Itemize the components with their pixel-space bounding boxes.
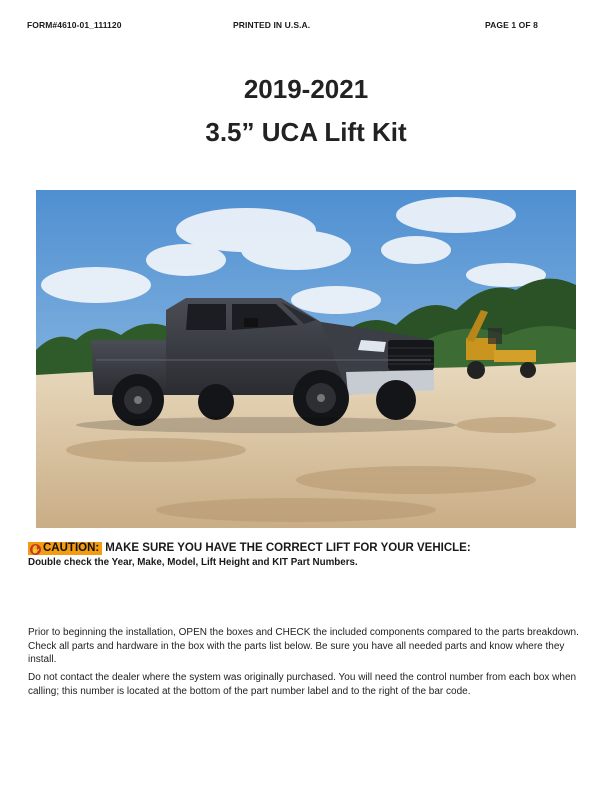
caution-badge xyxy=(28,542,102,555)
caution-headline: MAKE SURE YOU HAVE THE CORRECT LIFT FOR YOUR VEHICLE: xyxy=(105,542,471,554)
form-number: FORM#4610-01_111120 xyxy=(27,20,122,30)
printed-label: PRINTED IN U.S.A. xyxy=(233,20,311,30)
title-product: 3.5” UCA Lift Kit xyxy=(205,117,407,147)
truck-photo xyxy=(36,190,576,528)
caution-subline: Double check the Year, Make, Model, Lift Height and KIT Part Numbers. xyxy=(28,557,358,568)
title-years: 2019-2021 xyxy=(243,74,369,104)
page-number: PAGE 1 OF 8 xyxy=(485,20,538,30)
truck-photo-illustration xyxy=(36,190,576,528)
caution-headline-row xyxy=(28,542,471,555)
stop-hand-icon: ✋ xyxy=(30,545,41,554)
instructions-paragraph-2: Do not contact the dealer where the system was originally purchased. You will need the control number from each box when calling; this number is located at the bottom of the part number label and to the right of the bar code. xyxy=(28,672,577,697)
instructions-paragraph-1: Prior to beginning the installation, OPEN the boxes and CHECK the included components compared to the parts breakdown. Check all parts and hardware in the box with the parts list below. Be sure you have all needed parts and know where they install. xyxy=(28,627,579,665)
caution-badge-text: CAUTION: xyxy=(43,542,100,554)
